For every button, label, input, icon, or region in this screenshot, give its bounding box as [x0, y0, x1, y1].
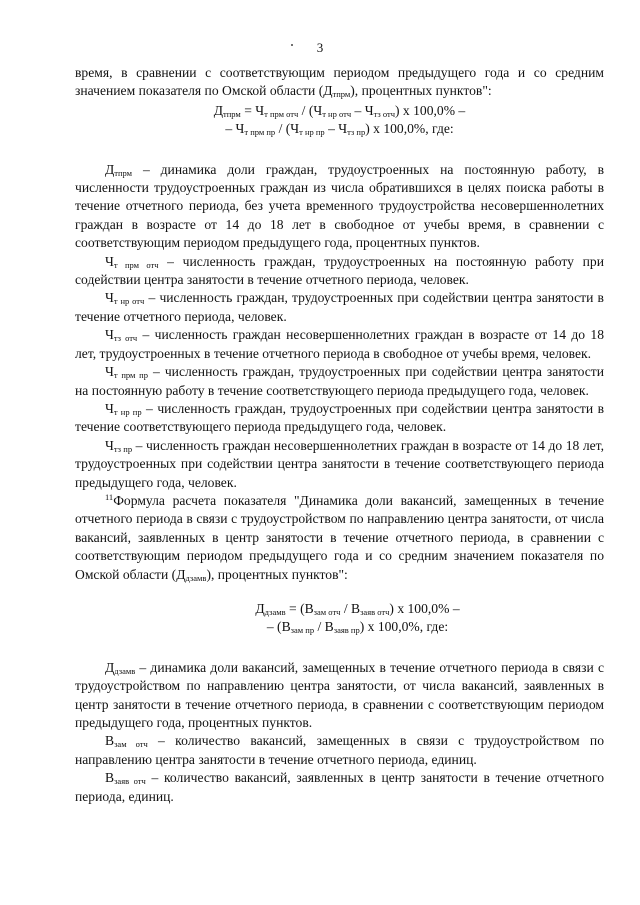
definition-ch-t-nr-otch: $Ч_{т нр отч}$ – численность граждан, трудоустроенных при содействии центра занятости в течение отчетного периода, человек. — [75, 290, 604, 324]
document-body — [75, 64, 604, 806]
formula-1-line-1: $Д_{тпрм} = Ч_{т прм отч} / (Ч_{т нр отч} - Ч_{тз отч})$ х 100,0% – — [213, 102, 466, 119]
definition-ch-t-nr-pr: $Ч_{т нр пр}$ – численность граждан, трудоустроенных при содействии центра занятости в течение соответствующего периода предыдущего года, человек. — [75, 400, 604, 435]
definition-v-zayav-otch: $В_{заяв отч}$ – количество вакансий, заявленных в центр занятости в течение отчетного периода, единиц. — [75, 770, 604, 804]
definition-d-tprm: $Д_{тпрм}$ – динамика доли граждан, трудоустроенных на постоянную работу, в численности трудоустроенных граждан из числа обратившихся в целях поиска работы в течение отчетного периода, без учета временного трудоустройства несовершеннолетних граждан в возрасте от 14 до 18 лет в свободное от учебы время, в сравнении с соответствующим периодом предыдущего года, процентных пунктов. — [75, 161, 604, 251]
definition-ch-t-prm-otch: $Ч_{т прм отч}$ – численность граждан, трудоустроенных на постоянную работу при содействии центра занятости в течение отчетного периода, человек. — [75, 253, 604, 288]
page-number: 3 — [316, 40, 324, 55]
formula-11-paragraph: $^{11}$Формула расчета показателя "Динамика доли вакансий, замещенных в течение отчетного периода в связи с трудоустройством по направлению центра занятости, от числа вакансий, заявленных в центр занятости в течение отчетного периода, в сравнении с соответствующим периодом предыдущего года и со средним значением показателя по Омской области $(Д_{дзамв})$, процентных пунктов": — [75, 491, 604, 583]
formula-2-line-1: $Д_{дзамв} = (В_{зам отч} / В_{заяв отч})$ х 100,0% – — [255, 600, 460, 617]
definition-ch-tz-pr: $Ч_{тз пр}$ – численность граждан несовершеннолетних граждан в возрасте от 14 до 18 лет, трудоустроенных при содействии центра занятости в течение соответствующего периода предыдущего года, человек. — [75, 437, 604, 490]
intro-paragraph: время, в сравнении с соответствующим периодом предыдущего года и со средним значением показателя по Омской области $(Д_{тпрм})$, процентных пунктов": — [75, 65, 604, 100]
definition-d-dzamv: $Д_{дзамв}$ – динамика доли вакансий, замещенных в течение отчетного периода в связи с трудоустройством по направлению центра занятости, от числа вакансий, заявленных в центр занятости в течение отчетного периода, в сравнении с соответствующим периодом предыдущего года, процентных пунктов. — [75, 659, 604, 730]
definition-ch-t-prm-pr: $Ч_{т прм пр}$ – численность граждан, трудоустроенных при содействии центра занятости на постоянную работу в течение соответствующего периода предыдущего года, человек. — [75, 364, 604, 398]
formula-2-line-2: – $(В_{зам пр} / В_{заяв пр})$ х 100,0%, где: — [266, 619, 449, 636]
definition-v-zam-otch: $В_{зам отч}$ – количество вакансий, замещенных в связи с трудоустройством по направлению центра занятости в течение отчетного периода, единиц. — [75, 733, 604, 767]
scan-speck — [291, 44, 293, 46]
formula-1-line-2: – $Ч_{т прм пр} / (Ч_{т нр пр} - Ч_{тз пр})$ х 100,0%, где: — [225, 121, 454, 138]
definition-ch-tz-otch: $Ч_{тз отч}$ – численность граждан несовершеннолетних граждан в возрасте от 14 до 18 лет, трудоустроенных в течение отчетного периода в свободное от учебы время, человек. — [75, 327, 604, 361]
